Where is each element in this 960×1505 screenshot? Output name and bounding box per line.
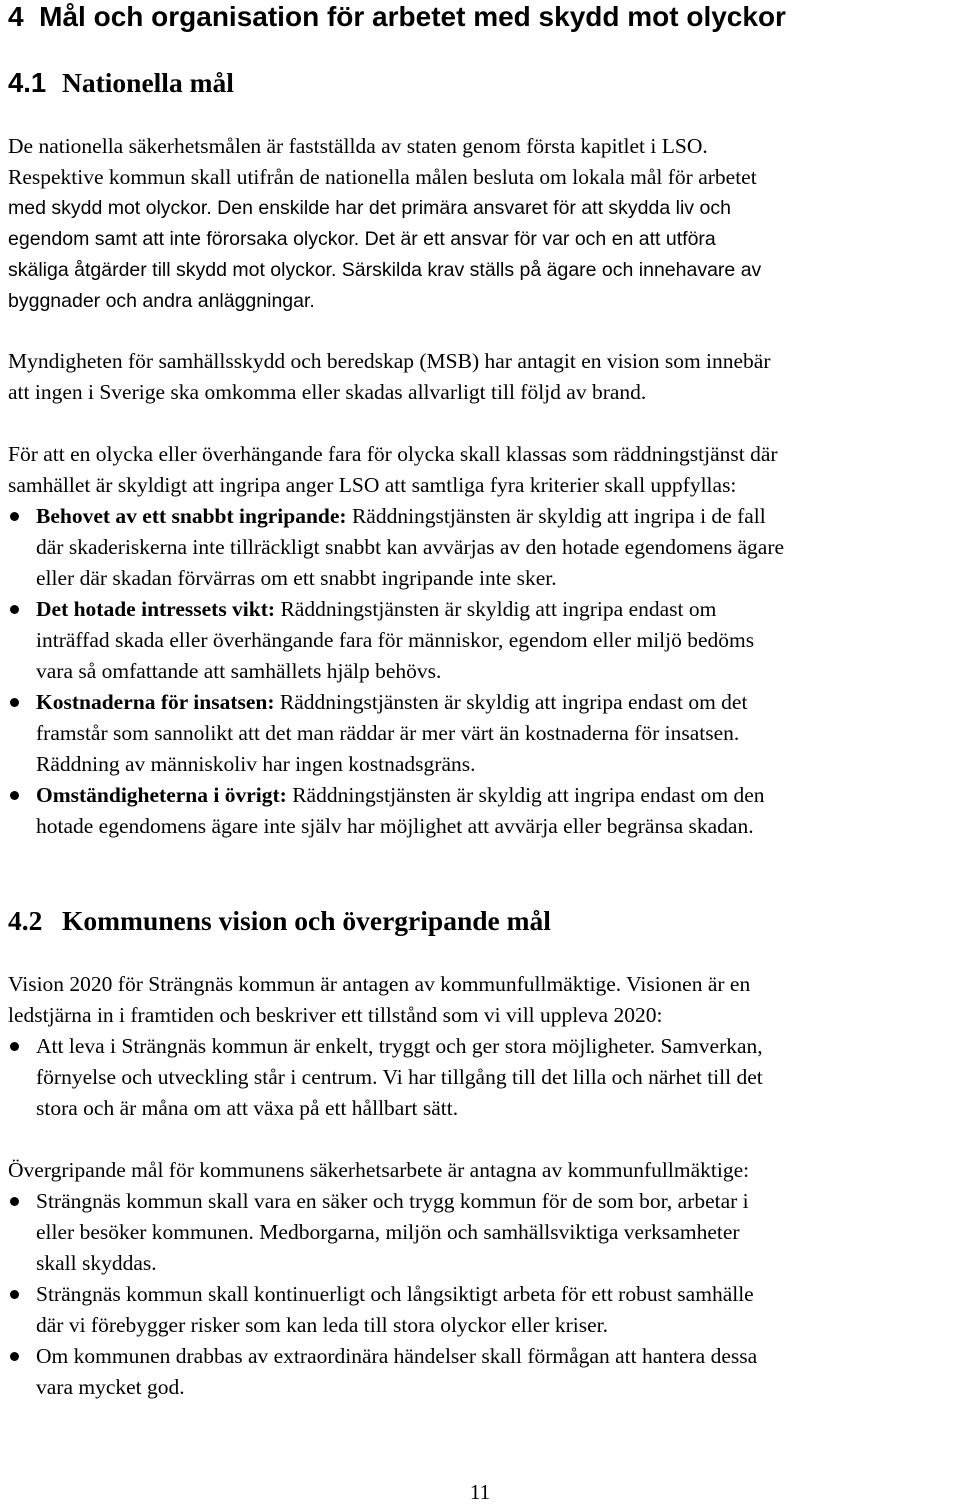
bullet-icon <box>10 1197 19 1206</box>
section-heading-municipal-vision <box>8 904 551 938</box>
text-line: vara mycket god. <box>36 1375 185 1399</box>
text-line: hotade egendomens ägare inte själv har möjlighet att avvärja eller begränsa skadan. <box>36 814 754 838</box>
list-item <box>0 1031 950 1124</box>
text-line: egendom samt att inte förorsaka olyckor. Det är ett ansvar för var och en att utföra <box>8 228 716 250</box>
text-line: Räddning av människoliv har ingen kostnadsgräns. <box>36 752 476 776</box>
text-line: De nationella säkerhetsmålen är fastställda av staten genom första kapitlet i LSO. <box>8 134 708 158</box>
bullet-icon <box>10 1290 19 1299</box>
list-item <box>0 1341 950 1403</box>
text-line: Om kommunen drabbas av extraordinära händelser skall förmågan att hantera dessa <box>36 1344 758 1368</box>
text-line: ledstjärna in i framtiden och beskriver ett tillstånd som vi vill uppleva 2020: <box>8 1003 663 1027</box>
list-item <box>0 594 950 687</box>
section-heading-national-goals <box>8 66 234 100</box>
text-line: eller besöker kommunen. Medborgarna, miljön och samhällsviktiga verksamheter <box>36 1220 740 1244</box>
criterion-term: Kostnaderna för insatsen: <box>36 690 275 714</box>
vision-list <box>0 1031 950 1124</box>
list-item <box>0 1279 950 1341</box>
list-item <box>0 687 950 780</box>
text-line: Övergripande mål för kommunens säkerhetsarbete är antagna av kommunfullmäktige: <box>8 1158 750 1182</box>
text-line: vara så omfattande att samhällets hjälp behövs. <box>36 659 442 683</box>
text-line: Att leva i Strängnäs kommun är enkelt, tryggt och ger stora möjligheter. Samverkan, <box>36 1034 763 1058</box>
text-line: samhället är skyldigt att ingripa anger LSO att samtliga fyra kriterier skall uppfyllas: <box>8 473 737 497</box>
text-line: skäliga åtgärder till skydd mot olyckor. Särskilda krav ställs på ägare och innehavare av <box>8 259 762 281</box>
chapter-number: 4 <box>8 1 24 32</box>
criterion-text: Räddningstjänsten är skyldig att ingripa endast om <box>275 597 717 621</box>
text-line: Myndigheten för samhällsskydd och beredskap (MSB) har antagit en vision som innebär <box>8 349 771 373</box>
section-title: Kommunens vision och övergripande mål <box>62 905 551 936</box>
section-title: Nationella mål <box>62 67 234 98</box>
chapter-heading <box>8 0 786 34</box>
bullet-icon <box>10 698 19 707</box>
text-line: Strängnäs kommun skall kontinuerligt och långsiktigt arbeta för ett robust samhälle <box>36 1282 754 1306</box>
paragraph-criteria-intro <box>8 439 938 501</box>
list-item <box>0 501 950 594</box>
page-number: 11 <box>469 1480 491 1504</box>
list-item <box>0 1186 950 1279</box>
text-line: förnyelse och utveckling står i centrum. Vi har tillgång till det lilla och närhet till det <box>36 1065 763 1089</box>
criteria-list <box>0 501 950 842</box>
criterion-term: Det hotade intressets vikt: <box>36 597 276 621</box>
text-line: stora och är måna om att växa på ett hållbart sätt. <box>36 1096 459 1120</box>
text-line: där vi förebygger risker som kan leda till stora olyckor eller kriser. <box>36 1313 608 1337</box>
text-line: Respektive kommun skall utifrån de nationella målen besluta om lokala mål för arbetet <box>8 165 757 189</box>
text-line: Vision 2020 för Strängnäs kommun är antagen av kommunfullmäktige. Visionen är en <box>8 972 751 996</box>
chapter-title: Mål och organisation för arbetet med skydd mot olyckor <box>39 1 786 32</box>
bullet-icon <box>10 1042 19 1051</box>
bullet-icon <box>10 512 19 521</box>
text-line: eller där skadan förvärras om ett snabbt ingripande inte sker. <box>36 566 557 590</box>
list-item <box>0 780 950 842</box>
text-line: med skydd mot olyckor. Den enskilde har det primära ansvaret för att skydda liv och <box>8 197 731 219</box>
text-line: där skaderiskerna inte tillräckligt snabbt kan avvärjas av den hotade egendomens ägare <box>36 535 785 559</box>
paragraph-goals-intro <box>8 1155 938 1186</box>
text-line: skall skyddas. <box>36 1251 157 1275</box>
section-number: 4.1 <box>8 67 47 98</box>
bullet-icon <box>10 605 19 614</box>
criterion-term: Omständigheterna i övrigt: <box>36 783 287 807</box>
text-line: framstår som sannolikt att det man räddar är mer värt än kostnaderna för insatsen. <box>36 721 740 745</box>
text-line: inträffad skada eller överhängande fara för människor, egendom eller miljö bedöms <box>36 628 755 652</box>
criterion-term: Behovet av ett snabbt ingripande: <box>36 504 347 528</box>
paragraph-vision-intro <box>8 969 938 1031</box>
criterion-text: Räddningstjänsten är skyldig att ingripa endast om det <box>274 690 748 714</box>
bullet-icon <box>10 791 19 800</box>
section-number: 4.2 <box>8 905 43 936</box>
text-line: byggnader och andra anläggningar. <box>8 290 315 312</box>
text-line: Strängnäs kommun skall vara en säker och trygg kommun för de som bor, arbetar i <box>36 1189 749 1213</box>
paragraph-msb-vision <box>8 346 938 408</box>
paragraph-national-goals <box>8 131 938 317</box>
criterion-text: Räddningstjänsten är skyldig att ingripa endast om den <box>286 783 765 807</box>
bullet-icon <box>10 1352 19 1361</box>
text-line: För att en olycka eller överhängande fara för olycka skall klassas som räddningstjänst där <box>8 442 778 466</box>
goals-list <box>0 1186 950 1403</box>
criterion-text: Räddningstjänsten är skyldig att ingripa i de fall <box>346 504 766 528</box>
text-line: att ingen i Sverige ska omkomma eller skadas allvarligt till följd av brand. <box>8 380 647 404</box>
